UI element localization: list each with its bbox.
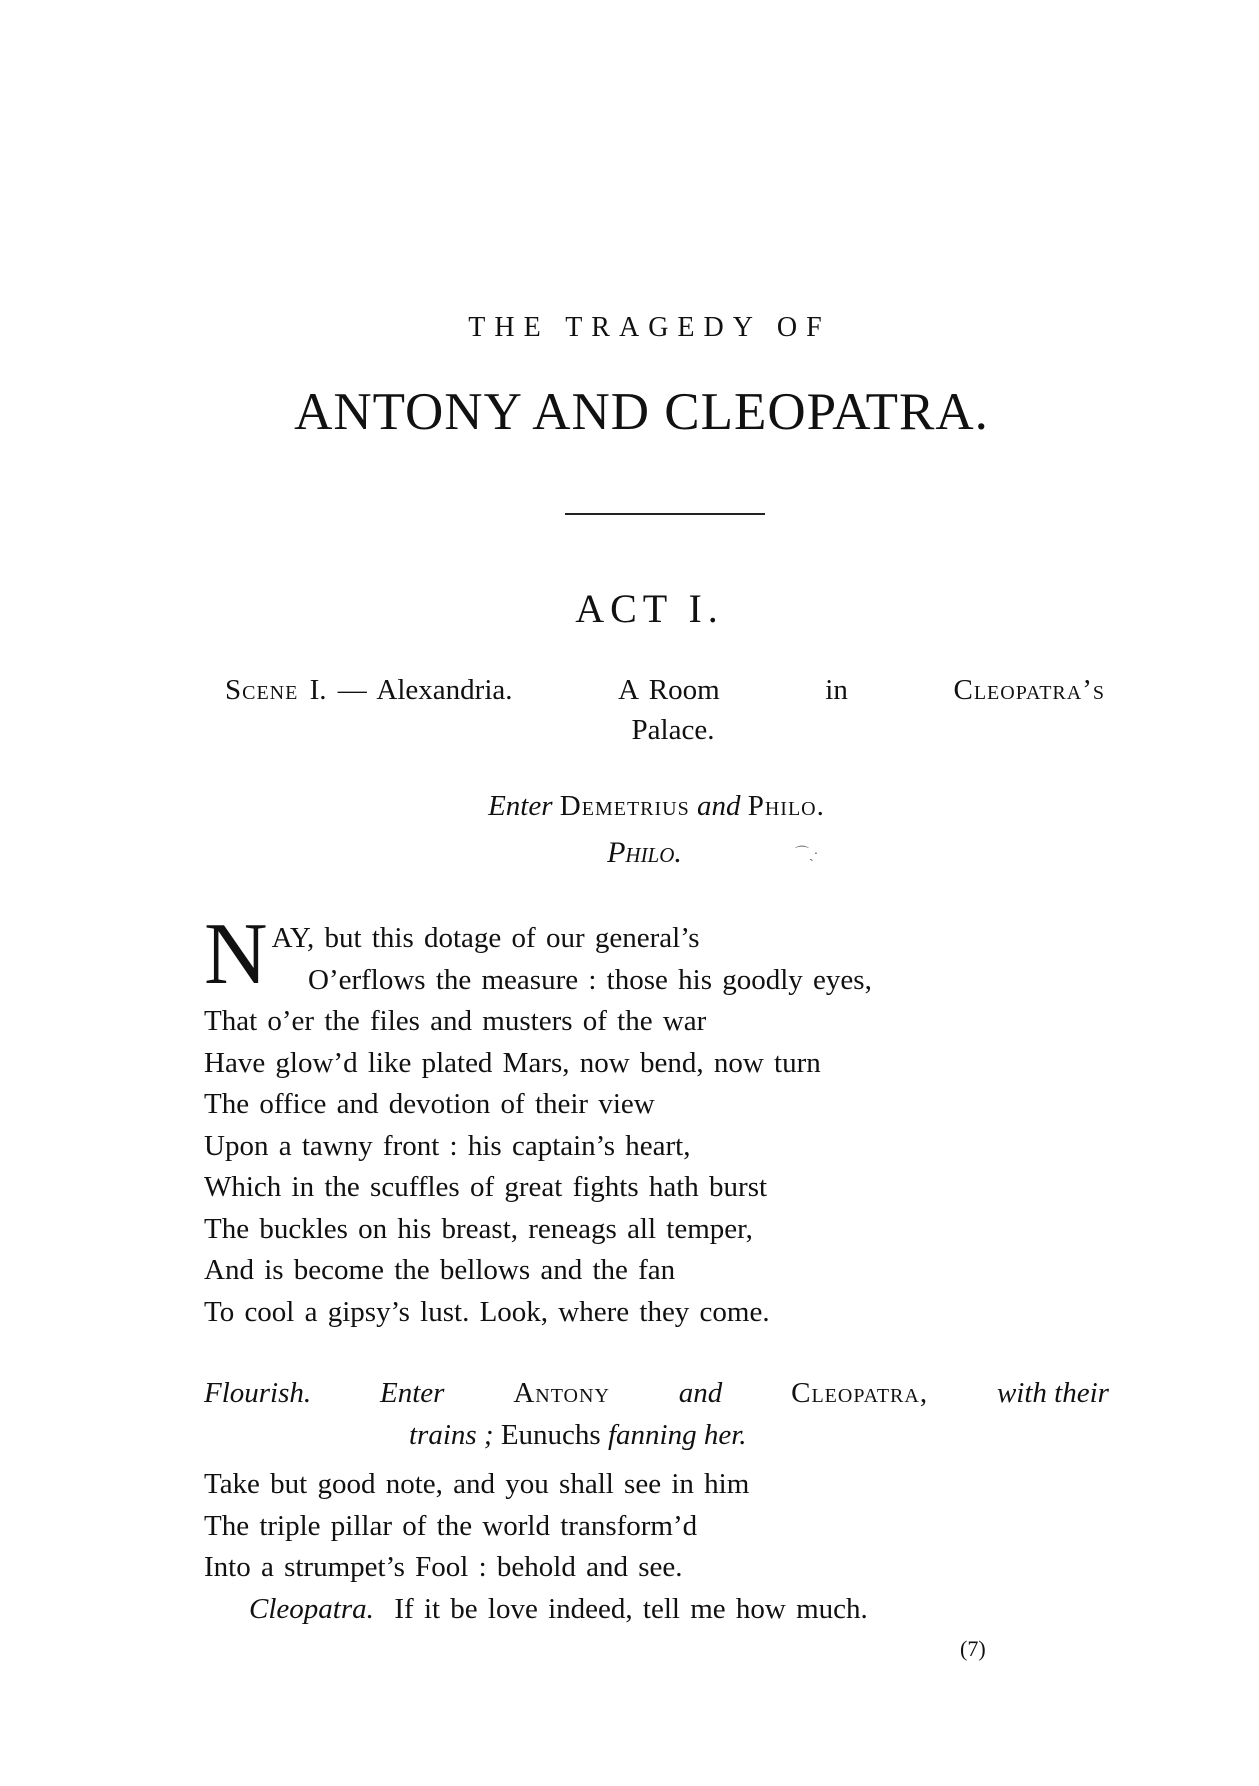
play-title: ANTONY AND CLEOPATRA.	[294, 383, 989, 441]
verse-line: NAY, but this dotage of our general’s	[204, 906, 700, 1003]
verse-line: Have glow’d like plated Mars, now bend, now turn	[204, 1046, 821, 1079]
philo-speech	[204, 906, 1104, 1333]
cleopatra-speech-text: If it be love indeed, tell me how much.	[394, 1592, 868, 1625]
entrance-name-philo: Philo.	[747, 790, 825, 822]
stage-flourish: Flourish.	[204, 1377, 312, 1409]
philo-speech-continued	[204, 1464, 1104, 1630]
scene-heading-line-1	[225, 670, 1105, 710]
scene-number: I. — Alexandria.	[309, 674, 513, 706]
stage-direction-line-2	[204, 1414, 1109, 1456]
stage-fanning-her: fanning her.	[607, 1419, 747, 1451]
scene-label: Scene	[225, 674, 299, 706]
verse-line: That o’er the files and musters of the war	[204, 1005, 707, 1037]
verse-line: Upon a tawny front : his captain’s heart,	[204, 1129, 691, 1162]
speaker-philo: Philo.	[607, 836, 682, 869]
stage-name-antony: Antony	[513, 1377, 610, 1409]
cleopatra-line	[204, 1589, 1104, 1631]
scene-room: A Room	[618, 674, 720, 706]
stage-name-cleopatra: Cleopatra,	[791, 1377, 929, 1409]
entrance-and: and	[696, 790, 741, 822]
stage-with-their: with their	[996, 1377, 1109, 1409]
verse-line: Into a strumpet’s Fool : behold and see.	[204, 1551, 683, 1583]
stage-enter: Enter	[380, 1377, 445, 1409]
page-number: (7)	[960, 1636, 986, 1661]
stage-direction-line-1	[204, 1372, 1109, 1414]
entrance-direction	[0, 790, 1259, 823]
drop-cap-letter: N	[204, 906, 268, 1003]
entrance-name-demetrius: Demetrius	[559, 790, 690, 822]
verse-line: Which in the scuffles of great fights hath burst	[204, 1171, 768, 1203]
stage-trains: trains ;	[409, 1419, 494, 1451]
scene-heading	[225, 670, 1105, 750]
entrance-enter: Enter	[488, 790, 553, 822]
scene-character: Cleopatra’s	[953, 674, 1105, 706]
verse-line: Take but good note, and you shall see in him	[204, 1468, 750, 1500]
verse-line: O’erflows the measure : those his goodly eyes,	[308, 963, 872, 996]
scene-place: Palace.	[631, 714, 715, 746]
verse-line: And is become the bellows and the fan	[204, 1254, 676, 1286]
stage-direction-flourish	[204, 1372, 1109, 1456]
verse-line: To cool a gipsy’s lust. Look, where they come.	[204, 1295, 770, 1328]
verse-line: The triple pillar of the world transform’d	[204, 1509, 698, 1542]
ink-smudge-mark: ⌒ˏ·	[795, 847, 819, 862]
title-divider-rule	[565, 513, 765, 515]
stage-and: and	[678, 1377, 723, 1409]
verse-line: The office and devotion of their view	[204, 1088, 655, 1120]
title-kicker: THE TRAGEDY OF	[468, 312, 831, 343]
scene-in: in	[825, 674, 848, 706]
stage-eunuchs: Eunuchs	[500, 1419, 601, 1451]
speaker-cleopatra: Cleopatra.	[249, 1592, 374, 1625]
verse-line: The buckles on his breast, reneags all temper,	[204, 1212, 753, 1245]
act-heading: ACT I.	[575, 586, 724, 631]
